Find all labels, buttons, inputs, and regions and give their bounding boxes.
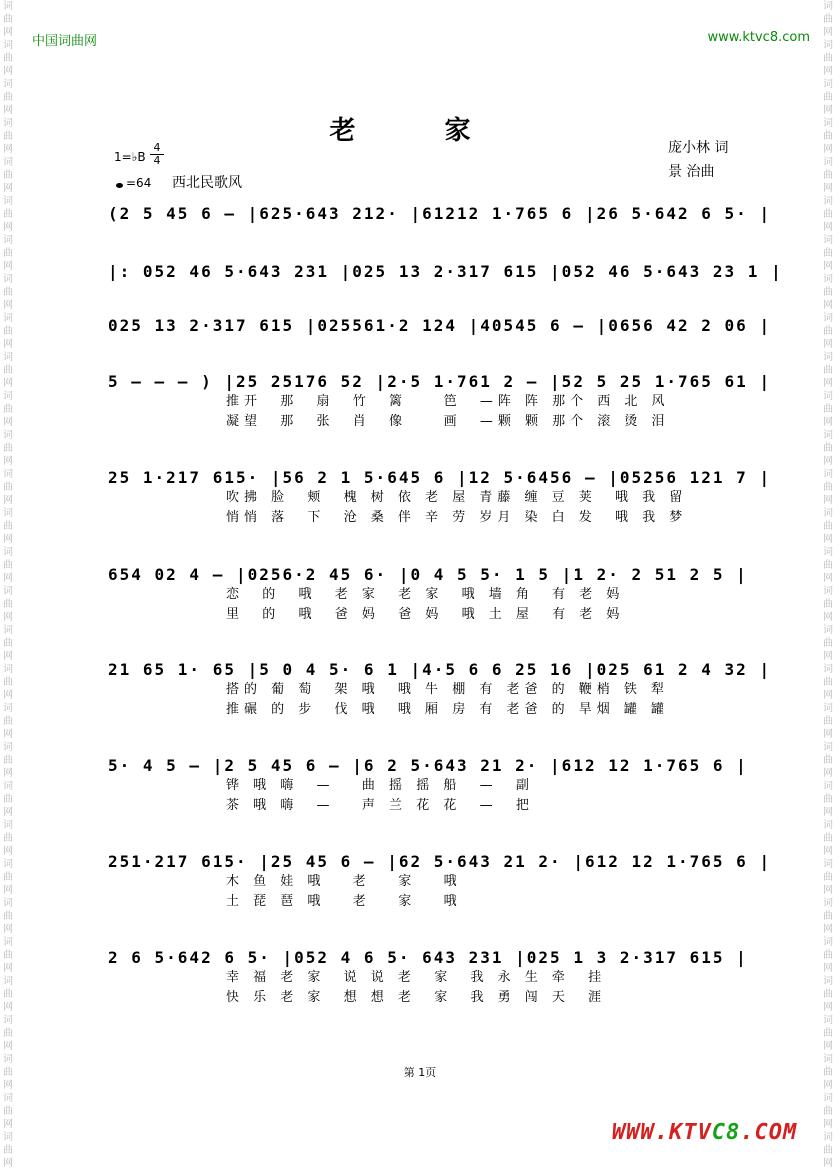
page-number: 第 1页	[403, 1066, 437, 1079]
notes-line: 5· 4 5 — |2 5 45 6 — |6 2 5·643 21 2· |612 12 1·765 6 |	[108, 756, 748, 775]
key-label: 1=♭B	[114, 150, 146, 164]
lyrics-verse-2: 土 琵 琶 哦 老 家 哦	[226, 894, 462, 909]
score-row	[108, 372, 772, 432]
lyrics-verse-1: 推开 那 扇 竹 篱 笆 —阵 阵 那个 西 北 风	[226, 394, 670, 409]
time-top: 4	[153, 141, 161, 154]
site-url-link[interactable]: www.ktvc8.com	[707, 30, 810, 45]
notes-line: 21 65 1· 65 |5 0 4 5· 6 1 |4·5 6 6 25 16 |025 61 2 4 32 |	[108, 660, 772, 679]
time-signature	[150, 142, 164, 167]
lyricist: 庞小林 词	[668, 140, 729, 156]
score-row	[108, 852, 772, 912]
notes-line: 2 6 5·642 6 5· |052 4 6 5· 643 231 |025 1 3 2·317 615 |	[108, 948, 748, 967]
lyrics-verse-1: 幸 福 老 家 说 说 老 家 我 永 生 牵 挂	[226, 970, 607, 985]
lyrics-verse-2: 里 的 哦 爸 妈 爸 妈 哦 土 屋 有 老 妈	[226, 607, 625, 622]
lyrics-verse-1: 铧 哦 嗨 — 曲 摇 摇 船 — 副	[226, 778, 534, 793]
lyrics-verse-2: 凝望 那 张 肖 像 画 —颗 颗 那个 滚 烫 泪	[226, 414, 670, 429]
score-row	[108, 316, 772, 336]
lyrics-verse-2: 推碾 的 步 伐 哦 哦 厢 房 有 老爸 的 旱烟 罐 罐	[226, 702, 669, 717]
notes-line: (2 5 45 6 — |625·643 212· |61212 1·765 6 |26 5·642 6 5· |	[108, 204, 772, 223]
lyrics-verse-1: 恋 的 哦 老 家 老 家 哦 墙 角 有 老 妈	[226, 587, 625, 602]
notes-line: 654 02 4 — |0256·2 45 6· |0 4 5 5· 1 5 |1 2· 2 51 2 5 |	[108, 565, 748, 584]
lyrics-verse-2: 茶 哦 嗨 — 声 兰 花 花 — 把	[226, 798, 534, 813]
side-watermark-right: 词曲网 词曲网 词曲网 词曲网 词曲网 词曲网 词曲网 词曲网 词曲网 词曲网 词曲网 词曲网 词曲网 词曲网 词曲网 词曲网 词曲网 词曲网 词曲网 词曲网 词曲网 词曲网 词曲网 词曲网 词曲网 词曲网 词曲网 词曲网 词曲网 词曲网	[823, 1, 833, 1169]
lyrics-verse-1: 木 鱼 娃 哦 老 家 哦	[226, 874, 462, 889]
notes-line: 5 — — — ) |25 25176 52 |2·5 1·761 2 — |52 5 25 1·765 61 |	[108, 372, 772, 391]
style-marking: 西北民歌风	[172, 175, 242, 191]
lyrics-verse-2: 快 乐 老 家 想 想 老 家 我 勇 闯 天 涯	[226, 990, 607, 1005]
score-row	[108, 262, 783, 282]
logo-suffix: .COM	[740, 1120, 798, 1145]
score-row	[108, 948, 760, 1008]
logo-prefix: WWW.KTV	[612, 1120, 712, 1145]
score-row	[108, 204, 772, 224]
notes-line: 251·217 615· |25 45 6 — |62 5·643 21 2· |612 12 1·765 6 |	[108, 852, 772, 871]
logo-c8: C8	[711, 1120, 741, 1145]
notes-line: 25 1·217 615· |56 2 1 5·645 6 |12 5·6456 — |05256 121 7 |	[108, 468, 772, 487]
song-credits	[668, 136, 728, 184]
song-title: 老 家	[329, 116, 511, 146]
lyrics-verse-1: 吹拂 脸 颊 槐 树 依 老 屋 青藤 缠 豆 荚 哦 我 留	[226, 490, 688, 505]
notes-line: |: 052 46 5·643 231 |025 13 2·317 615 |052 46 5·643 23 1 |	[108, 262, 783, 281]
lyrics-verse-2: 悄悄 落 下 沧 桑 伴 辛 劳 岁月 染 白 发 哦 我 梦	[226, 510, 688, 525]
lyrics-verse-1: 搭的 葡 萄 架 哦 哦 牛 棚 有 老爸 的 鞭梢 铁 犁	[226, 682, 669, 697]
score-row	[108, 660, 772, 720]
side-watermark-left: 词曲网 词曲网 词曲网 词曲网 词曲网 词曲网 词曲网 词曲网 词曲网 词曲网 词曲网 词曲网 词曲网 词曲网 词曲网 词曲网 词曲网 词曲网 词曲网 词曲网 词曲网 词曲网 词曲网 词曲网 词曲网 词曲网 词曲网 词曲网 词曲网 词曲网	[3, 1, 13, 1169]
score-row	[108, 565, 760, 625]
site-name-link[interactable]: 中国词曲网	[32, 34, 98, 49]
tempo-value: =64	[126, 176, 152, 190]
site-logo[interactable]	[612, 1120, 797, 1145]
score-row	[108, 756, 760, 816]
notes-line: 025 13 2·317 615 |025561·2 124 |40545 6 — |0656 42 2 06 |	[108, 316, 772, 335]
composer: 景 治曲	[668, 164, 715, 180]
time-bottom: 4	[150, 154, 164, 167]
quarter-note-icon	[116, 183, 123, 188]
score-row	[108, 468, 772, 528]
tempo-marking	[116, 176, 151, 190]
